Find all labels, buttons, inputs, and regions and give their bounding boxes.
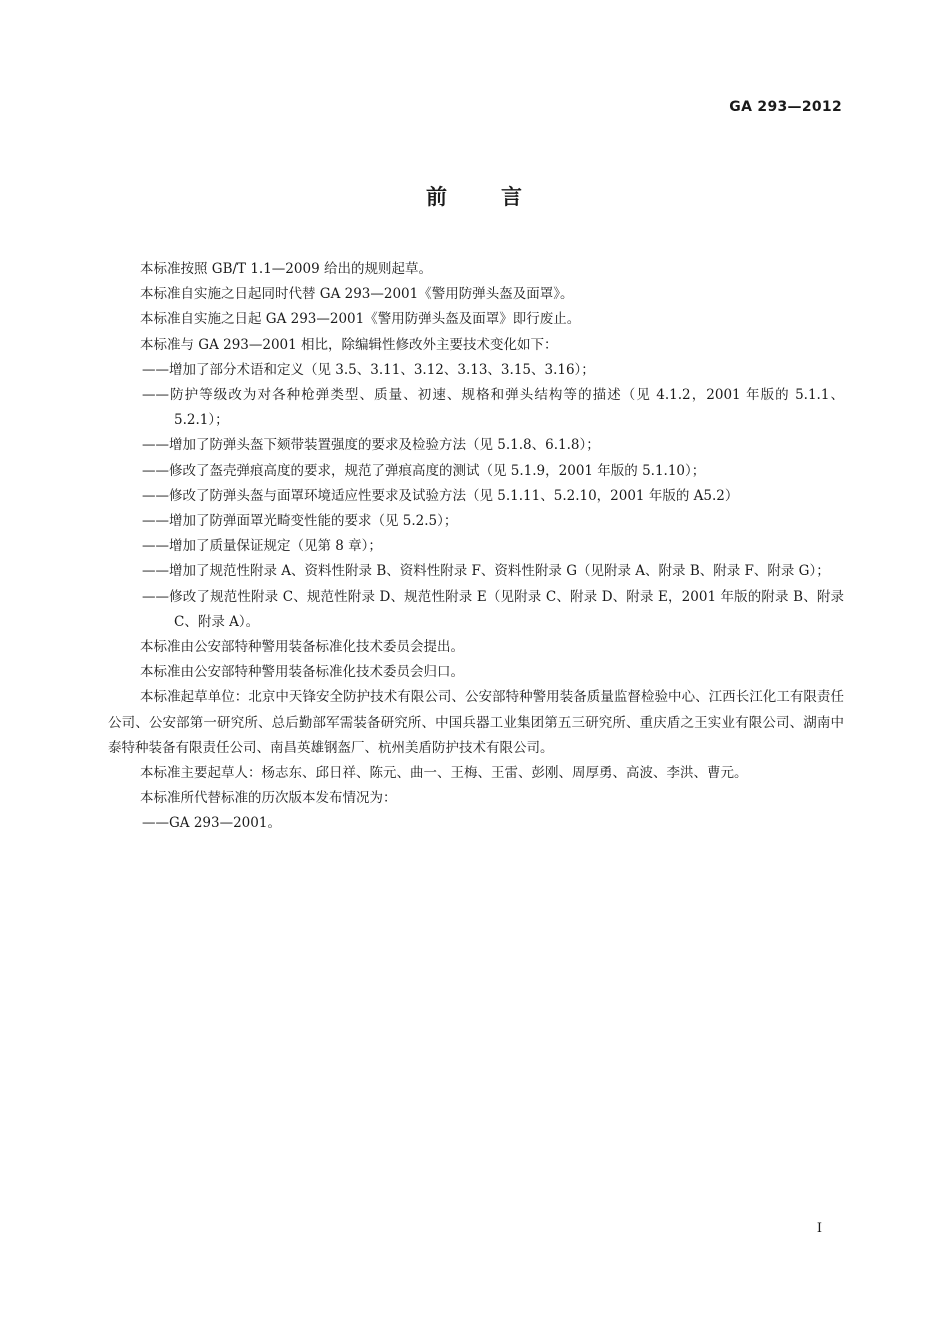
preface-body <box>108 257 844 837</box>
standard-code: GA 293—2012 <box>729 99 842 115</box>
change-item: ——修改了规范性附录 C、规范性附录 D、规范性附录 E（见附录 C、附录 D、附录 E，2001 年版的附录 B、附录 C、附录 A）。 <box>142 588 844 630</box>
page-title <box>0 181 950 211</box>
paragraph-drafting-units: 本标准起草单位：北京中天锋安全防护技术有限公司、公安部特种警用装备质量监督检验中心、江西长江化工有限责任公司、公安部第一研究所、总后勤部军需装备研究所、中国兵器工业集团第五三研究所、重庆盾之王实业有限公司、湖南中泰特种装备有限责任公司、南昌英雄钢盔厂、杭州美盾防护技术有限公司。 <box>108 689 844 756</box>
paragraph-proposed-by: 本标准由公安部特种警用装备标准化技术委员会提出。 <box>140 639 464 656</box>
change-item: ——增加了规范性附录 A、资料性附录 B、资料性附录 F、资料性附录 G（见附录 A、附录 B、附录 F、附录 G）； <box>142 563 830 580</box>
paragraph-under-jurisdiction: 本标准由公安部特种警用装备标准化技术委员会归口。 <box>140 664 464 681</box>
change-item: ——修改了盔壳弹痕高度的要求，规范了弹痕高度的测试（见 5.1.9，2001 年版的 5.1.10）； <box>142 462 706 479</box>
history-item: ——GA 293—2001。 <box>142 815 281 832</box>
change-item: ——增加了质量保证规定（见第 8 章）； <box>142 538 382 555</box>
paragraph-abolished: 本标准自实施之日起 GA 293—2001《警用防弹头盔及面罩》即行废止。 <box>140 311 581 328</box>
change-item: ——增加了防弹面罩光畸变性能的要求（见 5.2.5）； <box>142 513 458 530</box>
title-part-1: 前 <box>426 185 449 209</box>
paragraph-main-drafters: 本标准主要起草人：杨志东、邱日祥、陈元、曲一、王梅、王雷、彭刚、周厚勇、高波、李洪、曹元。 <box>140 765 748 782</box>
paragraph-replaces: 本标准自实施之日起同时代替 GA 293—2001《警用防弹头盔及面罩》。 <box>140 286 574 303</box>
title-part-2: 言 <box>501 185 524 209</box>
paragraph-history-intro: 本标准所代替标准的历次版本发布情况为： <box>140 790 397 807</box>
change-item: ——增加了部分术语和定义（见 3.5、3.11、3.12、3.13、3.15、3.16）； <box>142 361 595 378</box>
paragraph-drafting-rules: 本标准按照 GB/T 1.1—2009 给出的规则起草。 <box>140 261 432 277</box>
change-item: ——防护等级改为对各种枪弹类型、质量、初速、规格和弹头结构等的描述（见 4.1.2，2001 年版的 5.1.1、5.2.1）； <box>142 387 844 429</box>
change-item: ——修改了防弹头盔与面罩环境适应性要求及试验方法（见 5.1.11、5.2.10，2001 年版的 A5.2） <box>142 487 739 504</box>
paragraph-changes-intro: 本标准与 GA 293—2001 相比，除编辑性修改外主要技术变化如下： <box>140 336 558 353</box>
change-item: ——增加了防弹头盔下颏带装置强度的要求及检验方法（见 5.1.8、6.1.8）； <box>142 437 600 454</box>
page-number: I <box>816 1221 822 1236</box>
